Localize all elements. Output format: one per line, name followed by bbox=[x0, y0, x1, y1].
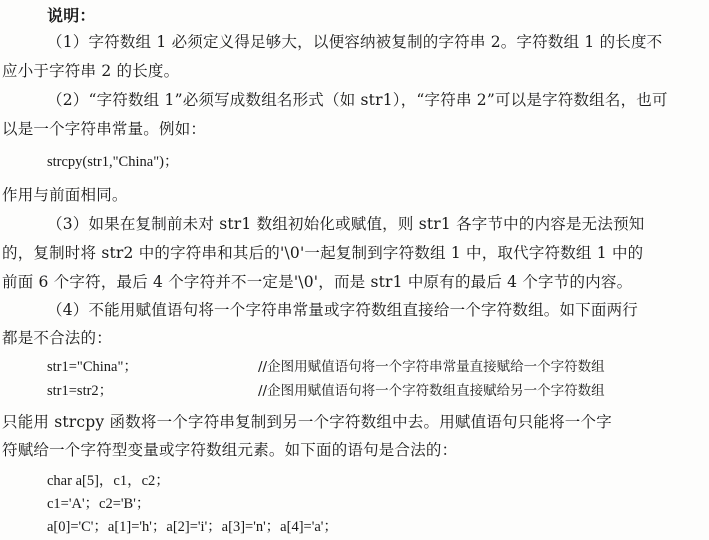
illegal-example-code: str1=str2； bbox=[47, 383, 114, 399]
para3-line3: 前面 6 个字符，最后 4 个字符并不一定是'\0'，而是 str1 中原有的最后 4 个字节的内容。 bbox=[2, 273, 633, 291]
legal-example-line: char a[5]，c1，c2； bbox=[47, 473, 170, 489]
para2-line1: （2）“字符数组 1”必须写成数组名形式（如 str1），“字符串 2”可以是字符数组名，也可 bbox=[47, 91, 668, 109]
para5-line2: 符赋给一个字符型变量或字符数组元素。如下面的语句是合法的： bbox=[2, 441, 458, 459]
legal-example-line: a[0]='C'；a[1]='h'；a[2]='i'；a[3]='n'；a[4]='a'； bbox=[47, 519, 338, 535]
code-example-strcpy: strcpy(str1,"China")； bbox=[47, 154, 179, 170]
illegal-example-comment: //企图用赋值语句将一个字符数组直接赋给另一个字符数组 bbox=[258, 383, 605, 399]
illegal-example-comment: //企图用赋值语句将一个字符串常量直接赋给一个字符数组 bbox=[258, 359, 605, 375]
section-heading: 说明： bbox=[47, 6, 96, 25]
para2-line2: 以是一个字符串常量。例如： bbox=[2, 120, 207, 138]
para4-line1: （4）不能用赋值语句将一个字符串常量或字符数组直接给一个字符数组。如下面两行 bbox=[47, 301, 638, 319]
text-after-code: 作用与前面相同。 bbox=[2, 186, 128, 204]
legal-example-line: c1='A'；c2='B'； bbox=[47, 496, 151, 512]
illegal-example-code: str1="China"； bbox=[47, 359, 138, 375]
para3-line2: 的，复制时将 str2 中的字符串和其后的'\0'一起复制到字符数组 1 中，取代字符数组 1 中的 bbox=[2, 244, 644, 262]
para3-line1: （3）如果在复制前未对 str1 数组初始化或赋值，则 str1 各字节中的内容是无法预知 bbox=[47, 215, 645, 233]
para1-line1: （1）字符数组 1 必须定义得足够大，以便容纳被复制的字符串 2。字符数组 1 的长度不 bbox=[47, 33, 663, 51]
para4-line2: 都是不合法的： bbox=[2, 329, 112, 347]
para1-line2: 应小于字符串 2 的长度。 bbox=[2, 62, 180, 80]
para5-line1: 只能用 strcpy 函数将一个字符串复制到另一个字符数组中去。用赋值语句只能将一个字 bbox=[2, 413, 612, 431]
